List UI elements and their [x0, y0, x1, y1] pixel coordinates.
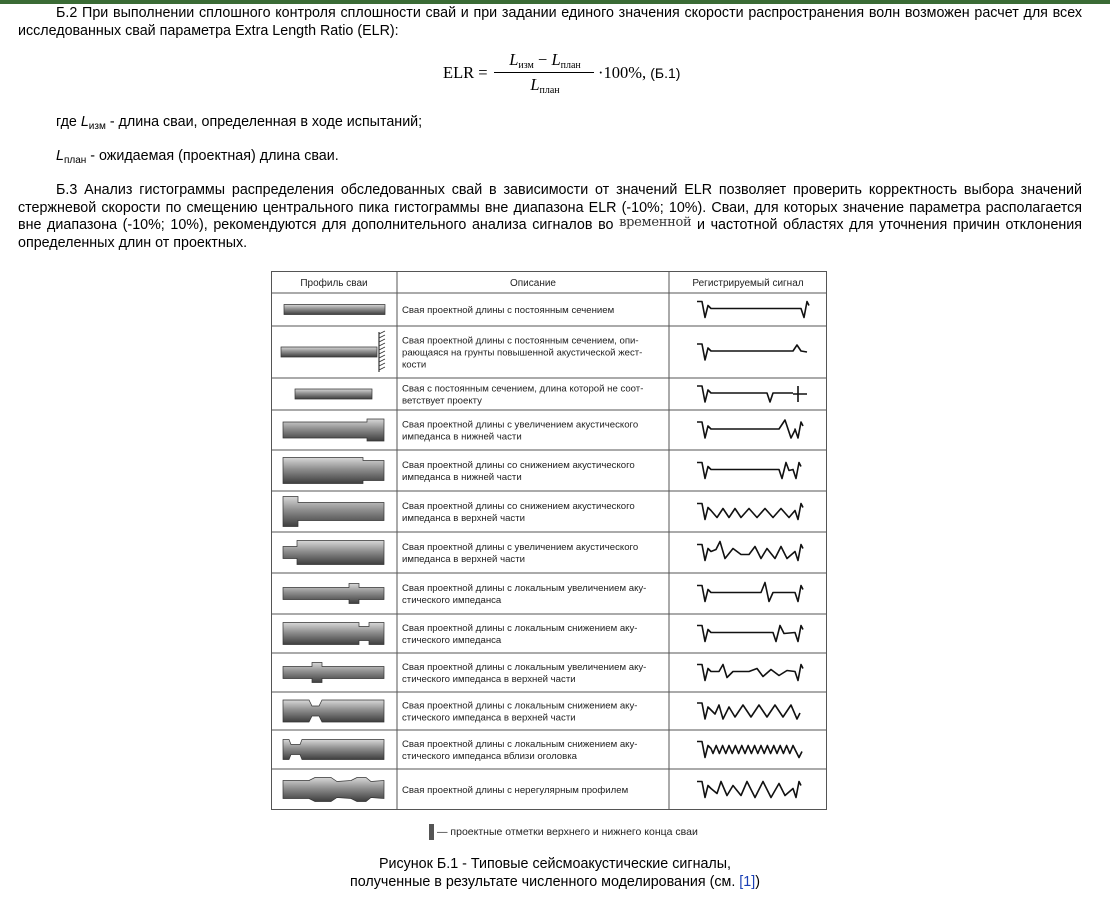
clause-number: Б.2	[56, 5, 78, 21]
formula-denominator: $L_{план}$	[530, 75, 560, 96]
table-row	[283, 419, 803, 443]
pile-profile-neck-top	[283, 497, 384, 527]
fraction-bar	[494, 72, 594, 73]
bearing-soil-icon	[379, 331, 385, 372]
row-description-line: Свая проектной длины с нерегулярным профилем	[402, 785, 629, 796]
row-description-line: импеданса в верхней части	[402, 554, 525, 565]
pile-profile-bulb-top	[283, 541, 384, 565]
row-description-line: Свая проектной длины с локальным увеличением аку-	[402, 662, 647, 673]
row-description-line: Свая проектной длины с локальным снижением аку-	[402, 623, 638, 634]
table-row	[283, 541, 803, 566]
row-description-line: Свая проектной длины с локальным снижением аку-	[402, 739, 638, 750]
table-row	[283, 739, 802, 762]
paragraph-text: При выполнении сплошного контроля сплошности свай и при задании единого значения скорости распространения волн возможен расчет для всех исследованных свай параметра Extra Length Ratio (ELR):	[18, 5, 1082, 39]
table-row	[295, 384, 807, 407]
row-description-line: Свая проектной длины с увеличением акустического	[402, 419, 639, 431]
formula-fraction	[494, 50, 596, 98]
signal-trace-soil	[697, 344, 807, 360]
row-description-line: стического импеданса в верхней части	[402, 712, 576, 724]
pile-profile-neck-bottom	[283, 458, 384, 484]
table-row	[283, 700, 800, 724]
row-description-line: ветствует проекту	[402, 395, 482, 407]
pile-profile-bulb-bottom	[283, 419, 384, 441]
formula-numerator: $L_{изм} - L_{план}$	[509, 50, 581, 71]
row-description-line: импеданса в нижней части	[402, 472, 522, 483]
signal-trace-local-inc-top	[697, 665, 803, 681]
signal-trace-dec-head	[697, 742, 802, 758]
table-row	[283, 778, 801, 802]
row-description-line: стического импеданса вблизи оголовка	[402, 751, 577, 762]
row-description-line: Свая проектной длины с увеличением акустического	[402, 542, 639, 553]
mark-icon	[429, 824, 434, 840]
pile-profile-uniform-soil	[281, 347, 377, 357]
signal-trace-inc-bottom	[697, 420, 803, 438]
row-description-line: импеданса в верхней части	[402, 513, 525, 524]
row-description-line: кости	[402, 359, 427, 371]
header-profile: Профиль сваи	[300, 278, 368, 289]
top-accent-bar	[0, 0, 1110, 4]
signal-trace-irregular	[697, 782, 801, 798]
table-row	[283, 662, 803, 685]
row-description-line: Свая проектной длины с постоянным сечением	[402, 305, 615, 316]
paragraph-b3: Б.3 Анализ гистограммы распределения обследованных свай в зависимости от значений ELR позволяет проверить корректность выбора значений стержневой скорости по смещению центрального пика гистограммы вне диапазона ELR (-10%; 10%). Сваи, для которых значение параметра располагается вне диапазона (-10%; 10%), рекомендуются для дополнительного анализа сигналов во временной и частотной областях для уточнения причин отклонения определенных длин от проектных.	[18, 182, 1083, 251]
row-description-line: стического импеданса	[402, 595, 502, 606]
signal-trace-inc-top	[697, 542, 803, 561]
pile-profile-neck-head	[283, 740, 384, 760]
formula-lhs: ELR =	[443, 63, 488, 82]
row-description-line: импеданса в нижней части	[402, 431, 522, 443]
table-row	[283, 458, 801, 484]
table-row	[281, 331, 807, 372]
elr-formula	[443, 50, 683, 100]
row-description-line: Свая проектной длины с локальным снижением аку-	[402, 700, 638, 712]
signal-trace-local-dec-top	[697, 703, 800, 719]
definition-l-plan: $L_{план}$ - ожидаемая (проектная) длина сваи.	[56, 148, 339, 166]
reference-link[interactable]: [1]	[739, 874, 756, 890]
signal-trace-local-inc	[697, 583, 803, 602]
table-row	[283, 623, 803, 647]
signal-trace-dec-top	[697, 504, 803, 520]
pile-profile-local-neck-top	[283, 700, 384, 722]
legend-note: — проектные отметки верхнего и нижнего конца сваи	[429, 824, 698, 840]
row-description-line: рающаяся на грунты повышенной акустической жест-	[402, 347, 643, 359]
row-description-line: Свая проектной длины со снижением акустического	[402, 501, 635, 512]
row-description-line: стического импеданса в верхней части	[402, 674, 576, 685]
pile-profile-local-bulb	[283, 584, 384, 604]
row-description-line: Свая проектной длины со снижением акустического	[402, 460, 635, 471]
table-row	[283, 497, 803, 527]
signal-trace-dec-bottom	[697, 463, 801, 479]
signal-trace-local-dec	[697, 626, 803, 642]
pile-profile-local-neck	[283, 623, 384, 645]
table-row	[283, 583, 803, 607]
header-signal: Регистрируемый сигнал	[692, 278, 804, 289]
pile-signal-figure	[271, 271, 827, 810]
clause-number: Б.3	[56, 182, 78, 198]
row-description-line: Свая проектной длины с локальным увеличением аку-	[402, 583, 647, 594]
handwritten-word: временной	[619, 215, 692, 231]
row-description-line: Свая с постоянным сечением, длина которой не соот-	[402, 383, 644, 395]
pile-profile-local-bulb-top	[283, 663, 384, 683]
pile-profile-short	[295, 389, 372, 399]
paragraph-b2	[18, 5, 1082, 40]
pile-profile-irregular	[283, 778, 384, 802]
pile-profile-uniform	[284, 305, 385, 315]
header-description: Описание	[509, 278, 557, 289]
equation-number: (Б.1)	[650, 65, 681, 81]
signal-trace-normal	[697, 302, 809, 318]
formula-tail: ·100%, (Б.1)	[598, 63, 681, 82]
definition-l-izm: где $L_{изм}$ - длина сваи, определенная в ходе испытаний;	[56, 114, 423, 132]
signal-trace-short	[697, 386, 807, 402]
row-description-line: стического импеданса	[402, 635, 502, 646]
table-row	[284, 302, 809, 318]
figure-caption: Рисунок Б.1 - Типовые сейсмоакустические сигналы, полученные в результате численного моделирования (см. [1])	[350, 856, 760, 890]
row-description-line: Свая проектной длины с постоянным сечением, опи-	[402, 335, 639, 347]
